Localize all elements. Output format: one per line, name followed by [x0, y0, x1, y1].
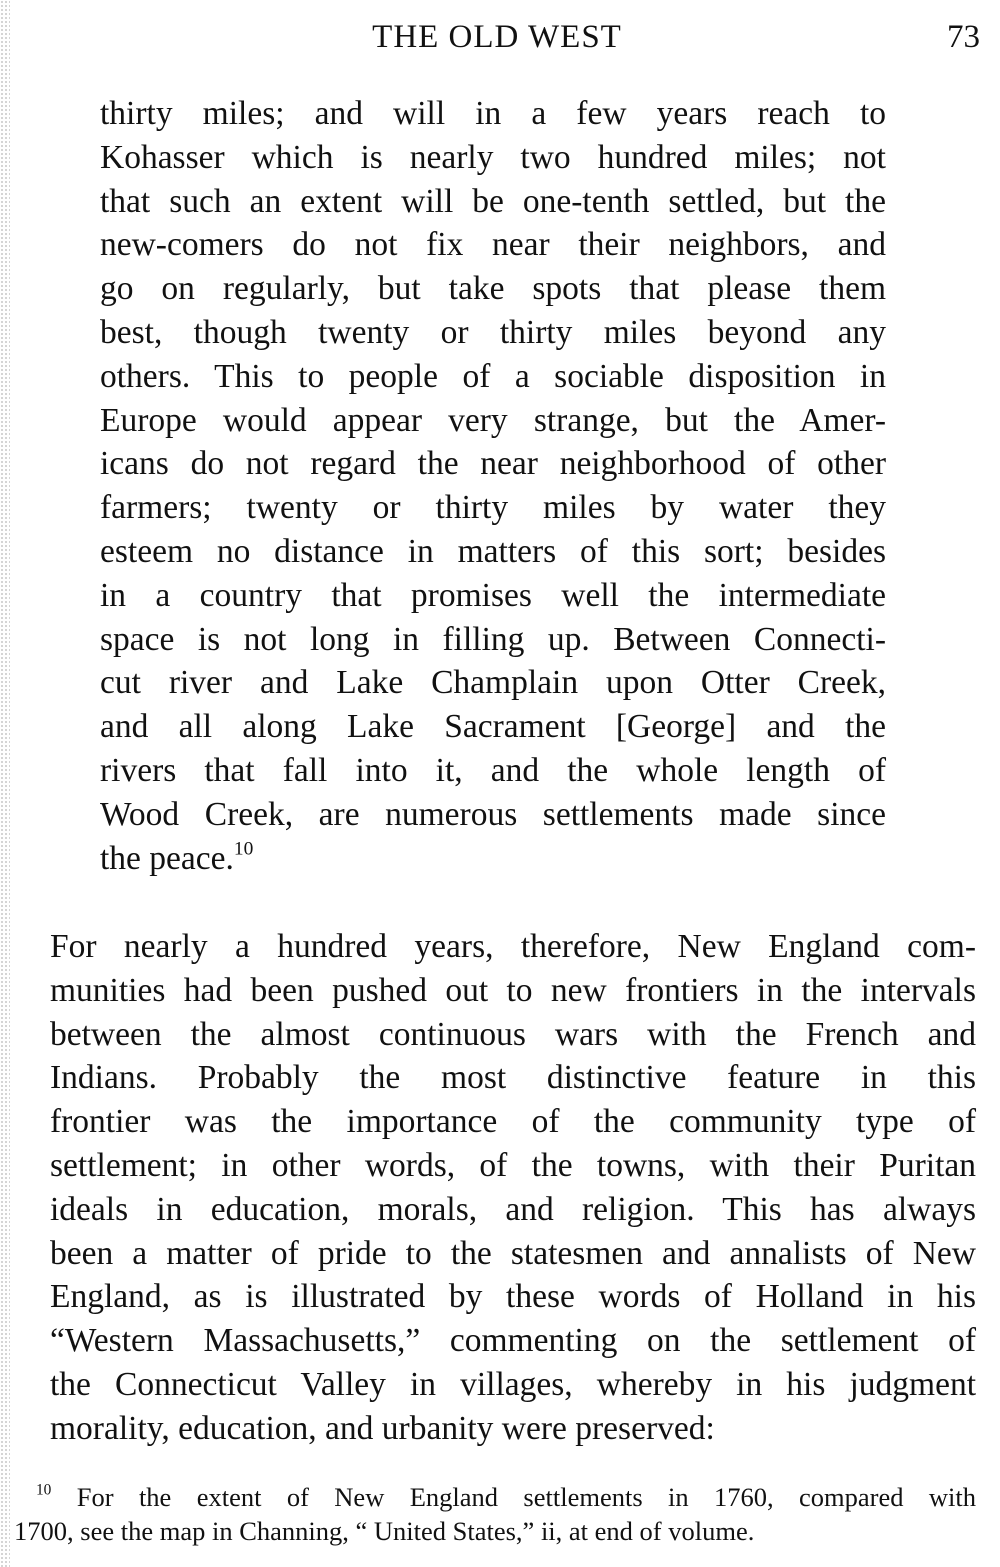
paragraph-line: “Western Massachusetts,” commenting on the settlement of — [50, 1322, 976, 1360]
quotation-line: best, though twenty or thirty miles beyond any — [100, 313, 886, 351]
block-quotation — [100, 92, 886, 880]
quotation-line: new-comers do not fix near their neighbors, and — [100, 226, 886, 264]
paragraph-line: England, as is illustrated by these words of Holland in his — [50, 1278, 976, 1316]
quotation-line: space is not long in filling up. Between Connecti- — [100, 620, 886, 658]
quotation-line: in a country that promises well the intermediate — [100, 576, 886, 614]
paragraph-line: morality, education, and urbanity were preserved: — [50, 1409, 715, 1447]
quotation-line: Kohasser which is nearly two hundred miles; not — [100, 138, 886, 176]
paragraph-line: For nearly a hundred years, therefore, New England com- — [50, 928, 976, 965]
footnote-number: 10 — [36, 1481, 52, 1499]
page-edge-shadow — [0, 0, 10, 1567]
paragraph-line: Indians. Probably the most distinctive feature in this — [50, 1059, 976, 1097]
paragraph-line: been a matter of pride to the statesmen and annalists of New — [50, 1234, 976, 1272]
quotation-line: and all along Lake Sacrament [George] and the — [100, 708, 886, 746]
quotation-line: rivers that fall into it, and the whole length of — [100, 751, 886, 789]
quotation-line-text: the peace. — [100, 839, 234, 877]
footnote-text: For the extent of New England settlements in 1760, compared with — [76, 1482, 976, 1512]
quotation-last-line — [100, 837, 886, 881]
quotation-line: esteem no distance in matters of this sort; besides — [100, 532, 886, 570]
quotation-line: Wood Creek, are numerous settlements made since — [100, 795, 886, 833]
paragraph-line: the Connecticut Valley in villages, whereby in his judgment — [50, 1365, 976, 1403]
body-paragraph — [14, 925, 976, 1451]
footnote-line: 1700, see the map in Channing, “ United States,” ii, at end of volume. — [14, 1516, 755, 1546]
paragraph-line: munities had been pushed out to new frontiers in the intervals — [50, 971, 976, 1009]
footnote — [14, 1480, 976, 1548]
running-title: THE OLD WEST — [372, 19, 622, 55]
page-number: 73 — [947, 19, 980, 55]
quotation-line: icans do not regard the near neighborhood of other — [100, 445, 886, 483]
quotation-line: farmers; twenty or thirty miles by water they — [100, 489, 886, 527]
footnote-reference[interactable]: 10 — [233, 837, 254, 859]
quotation-line: that such an extent will be one-tenth settled, but the — [100, 182, 886, 220]
paragraph-line: frontier was the importance of the community type of — [50, 1103, 976, 1141]
running-header — [14, 12, 980, 62]
paragraph-line: settlement; in other words, of the towns, with their Puritan — [50, 1146, 976, 1184]
paragraph-line: ideals in education, morals, and religion. This has always — [50, 1190, 976, 1228]
paragraph — [14, 925, 976, 1451]
quotation-line: cut river and Lake Champlain upon Otter Creek, — [100, 664, 886, 702]
quotation-line: others. This to people of a sociable disposition in — [100, 357, 886, 395]
quotation-line: go on regularly, but take spots that please them — [100, 270, 886, 308]
footnote-paragraph — [14, 1480, 976, 1548]
quotation-line: Europe would appear very strange, but the Amer- — [100, 401, 886, 439]
paragraph-line: between the almost continuous wars with the French and — [50, 1015, 976, 1053]
quotation-paragraph — [100, 92, 886, 880]
footnote-line — [14, 1480, 976, 1514]
quotation-line: thirty miles; and will in a few years reach to — [100, 95, 886, 132]
